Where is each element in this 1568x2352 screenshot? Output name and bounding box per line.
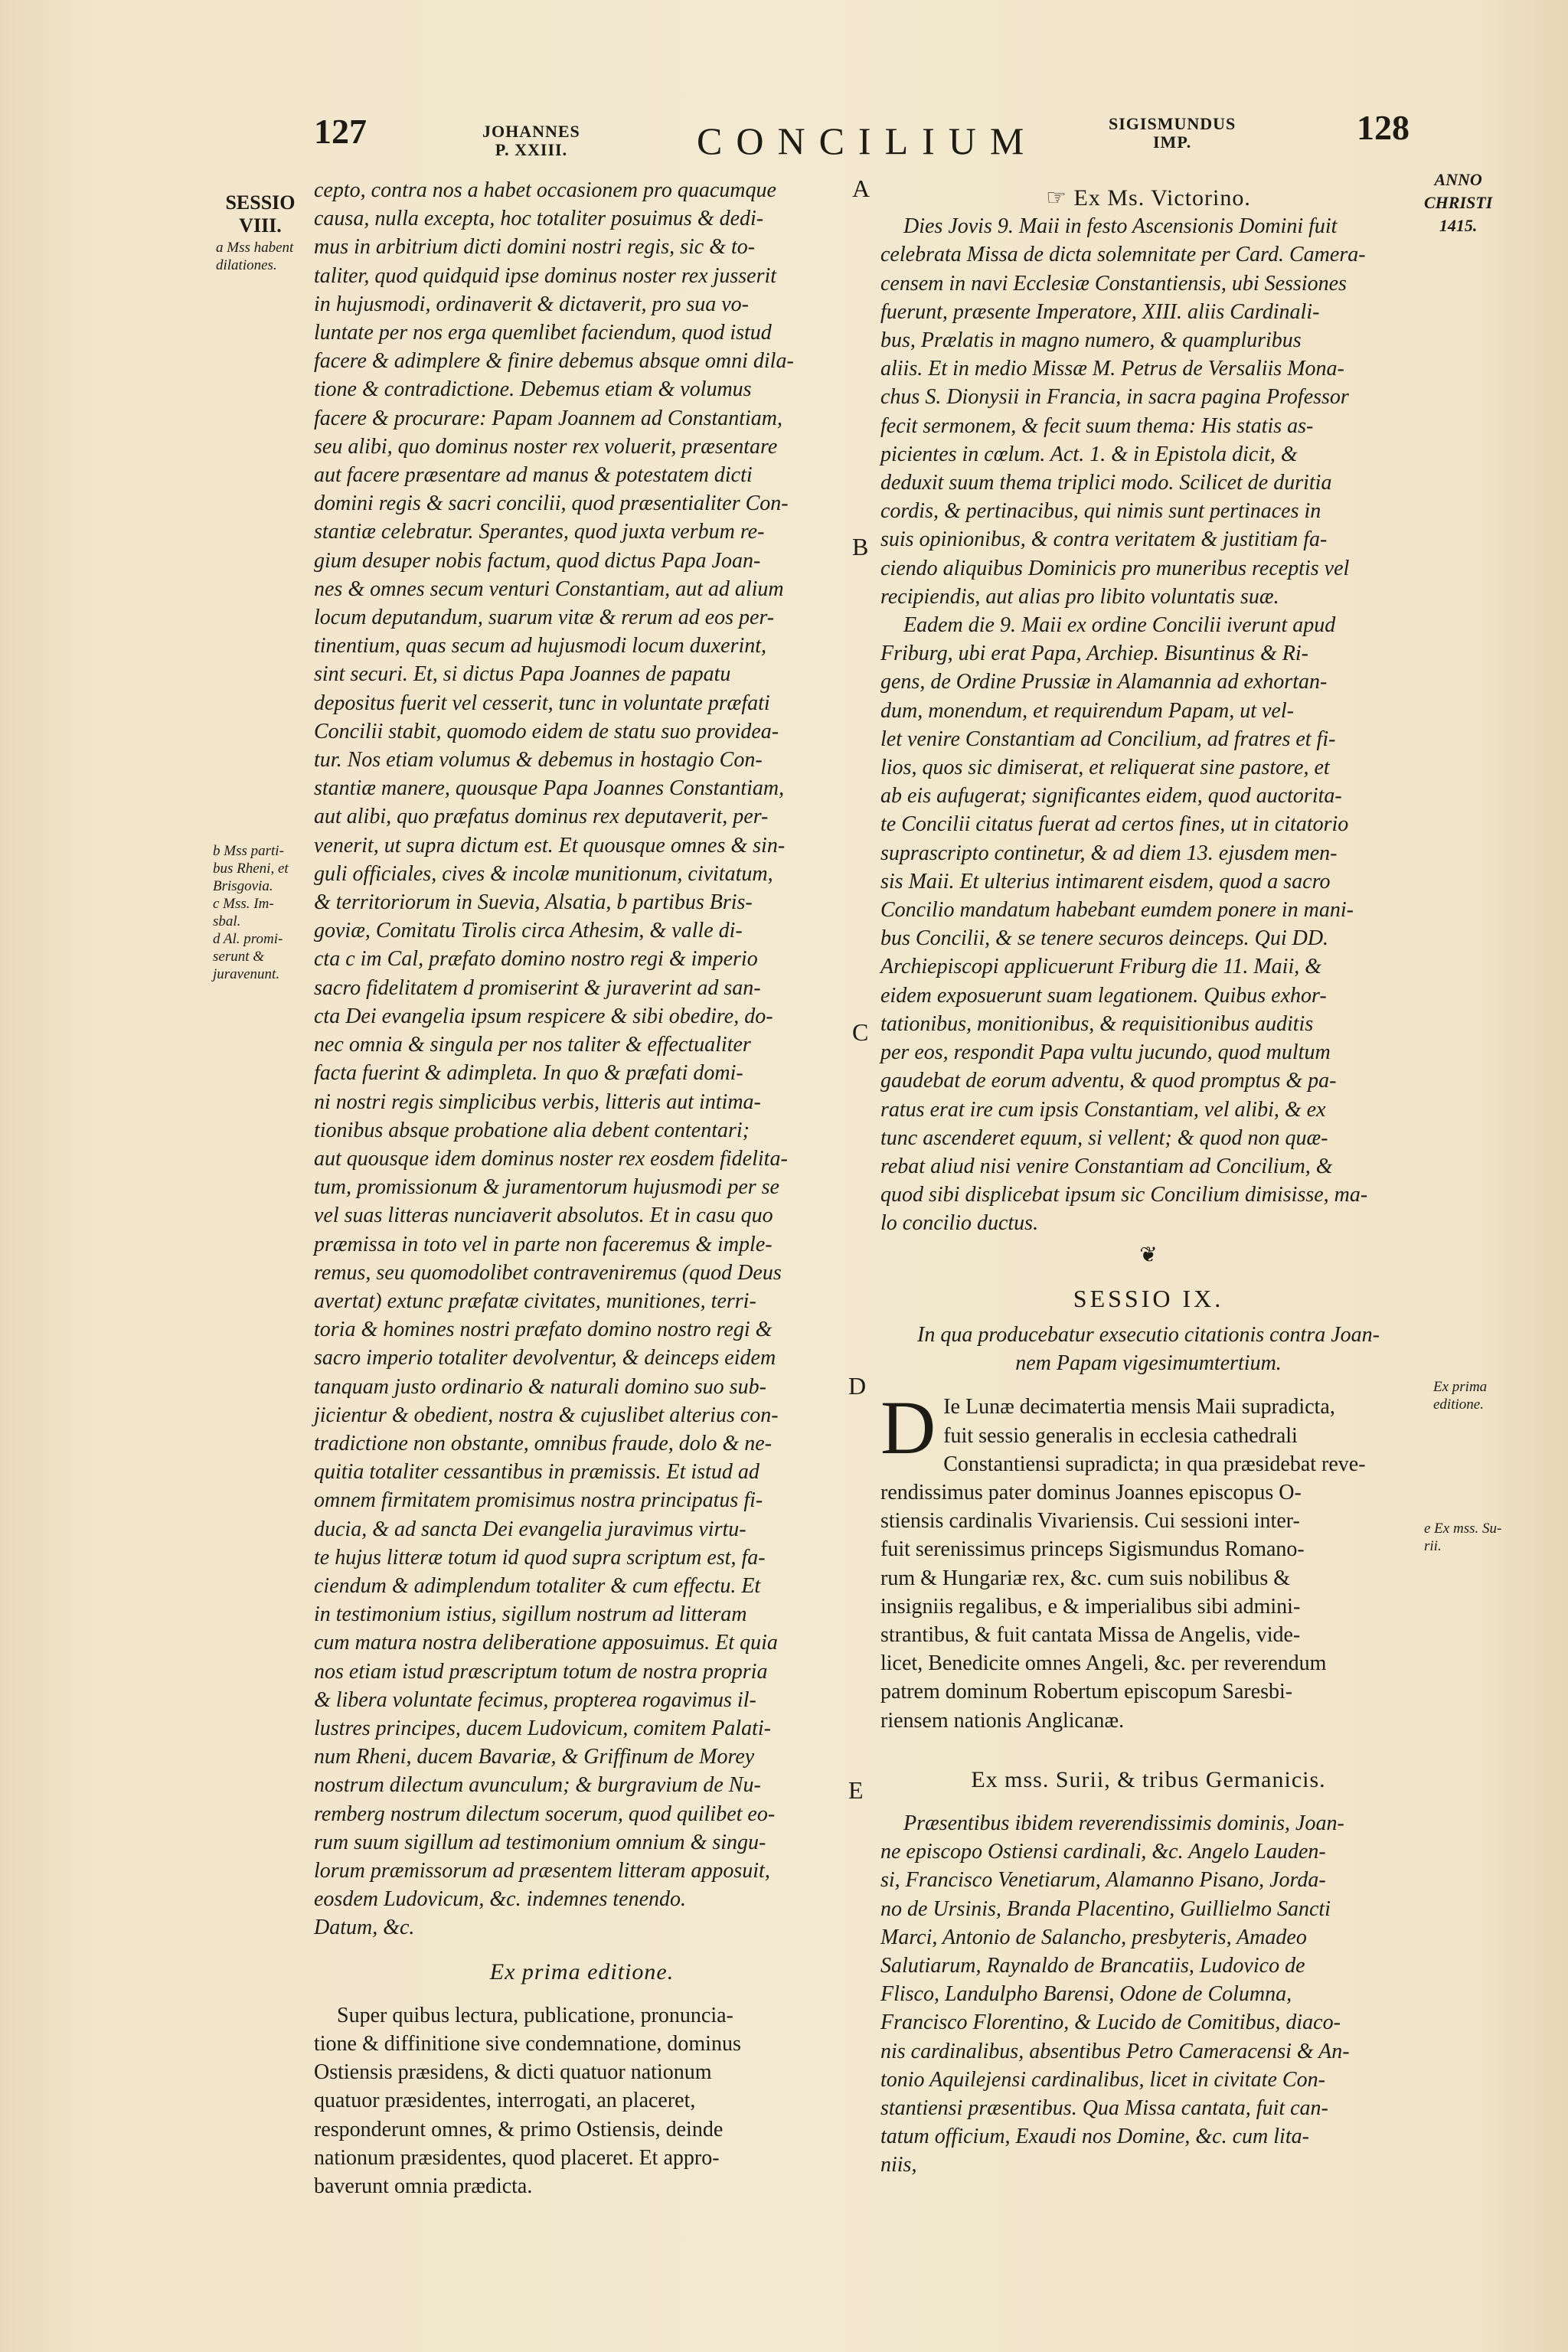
ornament-icon: ❦ — [1139, 1243, 1158, 1267]
text-line: nationum præsidentes, quod placeret. Et appro- — [314, 2145, 720, 2170]
text-line: censem in navi Ecclesiæ Constantiensis, ubi Sessiones — [880, 271, 1347, 296]
drop-cap: D — [880, 1385, 936, 1471]
left-column — [314, 176, 850, 2200]
text-line: in hujusmodi, ordinaverit & dictaverit, pro sua vo- — [314, 292, 749, 316]
text-line: lustres principes, ducem Ludovicum, comitem Palati- — [314, 1716, 771, 1740]
text-line: te Concilii citatus fuerat ad certos fines, ut in citatorio — [880, 812, 1349, 837]
text-line: ne episcopo Ostiensi cardinali, &c. Angelo Lauden- — [880, 1840, 1326, 1864]
text-line: si, Francisco Venetiarum, Alamanno Pisano, Jorda- — [880, 1868, 1326, 1893]
section-letter-a: A — [852, 175, 871, 202]
text-line: cta c im Cal, præfato domino nostro regi & imperio — [314, 947, 758, 972]
sessio-ix-subtitle — [880, 1321, 1416, 1377]
margin-note-line: a Mss habent — [216, 240, 294, 256]
text-line: vel suas litteras nunciaverit absolutos. Et in casu quo — [314, 1204, 773, 1228]
text-line: aut quousque idem dominus noster rex eosdem fidelita- — [314, 1146, 788, 1171]
margin-note-line: Brisgovia. — [213, 878, 273, 894]
left-column-body — [314, 176, 850, 1942]
text-line: Concilio mandatum habebant eumdem ponere in mani- — [880, 898, 1354, 923]
surii-heading: Ex mss. Surii, & tribus Germanicis. — [971, 1766, 1326, 1792]
text-line: niis, — [880, 2153, 917, 2177]
text-line: sacro fidelitatem d promiserint & juraverint ad san- — [314, 975, 761, 1000]
text-line: Flisco, Landulpho Barensi, Odone de Columna, — [880, 1982, 1292, 2007]
running-head-pope — [482, 122, 580, 159]
text-line: nis cardinalibus, absentibus Petro Cameracensi & An- — [880, 2039, 1350, 2063]
text-line: patrem dominum Robertum episcopum Saresbi- — [880, 1680, 1293, 1704]
text-line: tatum officium, Exaudi nos Domine, &c. cum lita- — [880, 2125, 1309, 2149]
session-label-viii — [218, 191, 302, 237]
pope-name: JOHANNES — [482, 122, 580, 141]
text-line: causa, nulla excepta, hoc totaliter posuimus & dedi- — [314, 207, 764, 231]
sessio-ix-heading: SESSIO IX. — [1073, 1284, 1224, 1312]
year-marker — [1424, 168, 1492, 237]
text-line: tione & diffinitione sive condemnatione, dominus — [314, 2032, 741, 2056]
text-line: ab eis aufugerat; significantes eidem, quod auctorita- — [880, 784, 1342, 808]
text-line: tione & contradictione. Debemus etiam & volumus — [314, 377, 752, 402]
emperor-title: IMP. — [1153, 132, 1192, 152]
section-letter-c: C — [852, 1018, 869, 1046]
text-line: cordis, & pertinacibus, qui nimis sunt pertinaces in — [880, 499, 1321, 524]
right-column — [880, 184, 1416, 2180]
text-line: tionibus absque probatione alia debent contentari; — [314, 1118, 750, 1142]
text-line: aliis. Et in medio Missæ M. Petrus de Versaliis Mona- — [880, 357, 1344, 381]
text-line: Eadem die 9. Maii ex ordine Concilii iverunt apud — [903, 613, 1336, 638]
text-line: quitia totaliter cessantibus in præmissis. Et istud ad — [314, 1460, 760, 1485]
text-line: suprascripto continetur, & ad diem 13. ejusdem men- — [880, 841, 1338, 865]
text-line: luntate per nos erga quemlibet faciendum, quod istud — [314, 321, 772, 345]
text-line: remberg nostrum dilectum socerum, quod quilibet eo- — [314, 1802, 776, 1826]
sessio-ix-subtitle-line: In qua producebatur exsecutio citationis contra Joan- — [917, 1322, 1380, 1347]
text-line: fuerunt, præsente Imperatore, XIII. aliis Cardinali- — [880, 299, 1320, 324]
friburg-paragraph — [880, 611, 1416, 1237]
text-line: & libera voluntate fecimus, propterea rogavimus il- — [314, 1687, 756, 1712]
text-line: lorum præmissorum ad præsentem litteram apposuit, — [314, 1858, 770, 1883]
text-line: & territoriorum in Suevia, Alsatia, b partibus Bris- — [314, 890, 753, 915]
text-line: Ie Lunæ decimatertia mensis Maii supradicta, — [943, 1395, 1335, 1419]
text-line: rebat aliud nisi venire Constantiam ad Concilium, & — [880, 1154, 1333, 1178]
text-line: stantiæ manere, quousque Papa Joannes Constantiam, — [314, 776, 785, 801]
text-line: per eos, respondit Papa vultu jucundo, quod multum — [880, 1040, 1331, 1065]
text-line: seu alibi, quo dominus noster rex voluerit, præsentare — [314, 434, 778, 459]
victorino-heading — [880, 184, 1416, 212]
text-line: dum, monendum, et requirendum Papam, ut vel- — [880, 698, 1294, 723]
text-line: stantiensi præsentibus. Qua Missa cantata, fuit can- — [880, 2096, 1328, 2120]
text-line: baverunt omnia prædicta. — [314, 2174, 533, 2199]
text-line: nec omnia & singula per nos taliter & effectualiter — [314, 1033, 751, 1057]
text-line: responderunt omnes, & primo Ostiensis, deinde — [314, 2117, 724, 2141]
text-line: Datum, &c. — [314, 1916, 415, 1940]
text-line: deduxit suum thema triplici modo. Scilicet de duritia — [880, 471, 1332, 495]
text-line: omnem firmitatem promisimus nostra principatus fi- — [314, 1488, 763, 1513]
text-line: nes & omnes secum venturi Constantiam, aut ad alium — [314, 577, 784, 601]
text-line: eosdem Ludovicum, &c. indemnes tenendo. — [314, 1887, 686, 1912]
text-line: goviæ, Comitatu Tirolis circa Athesim, & valle di- — [314, 919, 743, 943]
victorino-heading-text: Ex Ms. Victorino. — [1073, 185, 1251, 211]
text-line: gaudebat de eorum adventu, & quod promptus & pa- — [880, 1069, 1337, 1093]
text-line: Constantiensi supradicta; in qua præsidebat reve- — [943, 1452, 1366, 1476]
text-line: gens, de Ordine Prussiæ in Alamannia ad exhortan- — [880, 670, 1328, 694]
text-line: quod sibi displicebat ipsum sic Concilium dimisisse, ma- — [880, 1183, 1368, 1207]
text-line: stantiæ celebratur. Sperantes, quod juxta verbum re- — [314, 520, 765, 544]
text-line: jicientur & obedient, nostra & cujuslibet alterius con- — [314, 1403, 779, 1427]
text-line: gium desuper nobis factum, quod dictus Papa Joan- — [314, 548, 761, 573]
text-line: picientes in cœlum. Act. 1. & in Epistola dicit, & — [880, 442, 1298, 466]
text-line: cta Dei evangelia ipsum respicere & sibi obedire, do- — [314, 1004, 773, 1028]
text-line: celebrata Missa de dicta solemnitate per Card. Camera- — [880, 243, 1366, 267]
text-line: lo concilio ductus. — [880, 1211, 1039, 1236]
text-line: tunc ascenderet equum, si vellent; & quod non quæ- — [880, 1125, 1328, 1150]
text-line: toria & homines nostri præfato domino nostro regi & — [314, 1318, 773, 1342]
margin-note-b — [213, 842, 312, 983]
margin-note-line: Ex prima — [1433, 1379, 1488, 1395]
text-line: facere & procurare: Papam Joannem ad Constantiam, — [314, 406, 783, 430]
text-line: Ostiensis præsidens, & dicti quatuor nationum — [314, 2060, 712, 2085]
text-line: insigniis regalibus, e & imperialibus sibi admini- — [880, 1594, 1301, 1619]
text-line: strantibus, & fuit cantata Missa de Angelis, vide- — [880, 1622, 1301, 1647]
left-subheading: Ex prima editione. — [489, 1958, 675, 1984]
text-line: bus, Prælatis in magno numero, & quampluribus — [880, 328, 1302, 353]
margin-note-prima-editione — [1433, 1378, 1517, 1413]
page-number-left: 127 — [314, 112, 367, 151]
text-line: rum suum sigillum ad testimonium omnium & singu- — [314, 1830, 766, 1854]
text-line: te hujus litteræ totum id quod supra scriptum est, fa- — [314, 1545, 766, 1570]
text-line: cepto, contra nos a habet occasionem pro quacumque — [314, 178, 776, 202]
text-line: tationibus, monitionibus, & requisitionibus auditis — [880, 1011, 1314, 1036]
text-line: Super quibus lectura, publicatione, pronuncia- — [337, 2003, 733, 2027]
text-line: ducia, & ad sancta Dei evangelia juravimus virtu- — [314, 1517, 746, 1541]
margin-note-line: b Mss parti- — [213, 843, 284, 859]
text-line: tanquam justo ordinario & naturali domino suo sub- — [314, 1374, 766, 1399]
text-line: mus in arbitrium dicti domini nostri regis, sic & to- — [314, 235, 756, 260]
text-line: sacro imperio totaliter devolventur, & deinceps eidem — [314, 1346, 776, 1370]
text-line: tur. Nos etiam volumus & debemus in hostagio Con- — [314, 748, 763, 773]
text-line: num Rheni, ducem Bavariæ, & Griffinum de Morey — [314, 1745, 755, 1769]
margin-note-line: juravenunt. — [213, 966, 280, 982]
text-line: remus, seu quomodolibet contraveniremus (quod Deus — [314, 1260, 782, 1285]
text-line: Salutiarum, Raynaldo de Brancatiis, Ludovico de — [880, 1953, 1305, 1978]
page-number-right: 128 — [1357, 108, 1410, 147]
text-line: tinentium, quas secum ad hujusmodi locum duxerint, — [314, 634, 767, 658]
text-line: rendissimus pater dominus Joannes episcopus O- — [880, 1480, 1302, 1504]
pointing-hand-icon: ☞ — [1046, 185, 1068, 211]
text-line: nostrum dilectum avunculum; & burgravium de Nu- — [314, 1773, 761, 1798]
text-line: Marci, Antonio de Salancho, presbyteris, Amadeo — [880, 1925, 1307, 1949]
margin-note-line: e Ex mss. Su- — [1424, 1521, 1502, 1537]
christi-label: CHRISTI — [1424, 193, 1493, 212]
surii-paragraph — [880, 1809, 1416, 2180]
margin-note-line: dilationes. — [216, 257, 277, 273]
section-letter-e: E — [848, 1776, 864, 1804]
text-line: fuit serenissimus princeps Sigismundus Romano- — [880, 1537, 1305, 1562]
text-line: quatuor præsidentes, interrogati, an placeret, — [314, 2089, 696, 2113]
anno-label: ANNO — [1434, 170, 1482, 189]
text-line: Concilii stabit, quomodo eidem de statu suo providea- — [314, 719, 779, 743]
text-line: Friburg, ubi erat Papa, Archiep. Bisuntinus & Ri- — [880, 642, 1308, 666]
text-line: Francisco Florentino, & Lucido de Comitibus, diaco- — [880, 2011, 1341, 2035]
text-line: recipiendis, aut alias pro libito voluntatis suæ. — [880, 584, 1279, 609]
text-line: guli officiales, cives & incolæ munitionum, civitatum, — [314, 861, 773, 886]
text-line: taliter, quod quidquid ipse dominus noster rex jusserit — [314, 263, 777, 288]
text-line: licet, Benedicite omnes Angeli, &c. per reverendum — [880, 1651, 1327, 1676]
text-line: præmissa in toto vel in parte non faceremus & imple- — [314, 1232, 773, 1256]
margin-note-line: bus Rheni, et — [213, 861, 289, 877]
running-title: CONCILIUM — [697, 119, 1038, 162]
left-column-roman-text — [314, 2001, 850, 2200]
text-line: let venire Constantiam ad Concilium, ad fratres et fi- — [880, 727, 1336, 751]
text-line: aut facere præsentare ad manus & potestatem dicti — [314, 463, 753, 488]
text-line: eidem exposuerunt suam legationem. Quibus exhor- — [880, 983, 1327, 1008]
margin-note-line: d Al. promi- — [213, 931, 283, 947]
text-line: Præsentibus ibidem reverendissimis dominis, Joan- — [903, 1811, 1344, 1835]
margin-note-line: c Mss. Im- — [213, 896, 274, 912]
text-line: rum & Hungariæ rex, &c. cum suis nobilibus & — [880, 1566, 1291, 1590]
section-letter-b: B — [852, 533, 869, 560]
margin-note-line: serunt & — [213, 949, 265, 965]
text-line: cum matura nostra deliberatione apposuimus. Et quia — [314, 1631, 778, 1655]
text-line: ni nostri regis simplicibus verbis, litteris aut intima- — [314, 1089, 761, 1114]
text-line: tonio Aquilejensi cardinalibus, licet in civitate Con- — [880, 2067, 1325, 2092]
text-line: in testimonium istius, sigillum nostrum ad litteram — [314, 1602, 747, 1627]
text-line: sint securi. Et, si dictus Papa Joannes de papatu — [314, 662, 731, 687]
text-line: locum deputandum, suarum vitæ & rerum ad eos per- — [314, 606, 775, 630]
text-line: bus Concilii, & se tenere securos deinceps. Qui DD. — [880, 926, 1329, 951]
text-line: aut alibi, quo præfatus dominus rex deputaverit, per- — [314, 805, 769, 829]
year-value: 1415. — [1439, 216, 1478, 235]
sessio-ix-paragraph — [880, 1385, 1416, 1734]
margin-note-a — [216, 239, 312, 274]
text-line: domini regis & sacri concilii, quod præsentialiter Con- — [314, 492, 789, 516]
text-line: avertat) extunc præfatæ civitates, munitiones, terri- — [314, 1289, 756, 1313]
text-line: Dies Jovis 9. Maii in festo Ascensionis Domini fuit — [903, 214, 1338, 239]
sessio-number: VIII. — [239, 214, 282, 237]
text-line: venerit, ut supra dictum est. Et quousque omnes & sin- — [314, 833, 786, 858]
text-line: chus S. Dionysii in Francia, in sacra pagina Professor — [880, 385, 1349, 410]
text-line: Archiepiscopi applicuerunt Friburg die 11. Maii, & — [880, 955, 1321, 979]
text-line: ratus erat ire cum ipsis Constantiam, vel alibi, & ex — [880, 1097, 1326, 1122]
text-line: suis opinionibus, & contra veritatem & justitiam fa- — [880, 528, 1328, 552]
text-line: tradictione non obstante, omnibus fraude, dolo & ne- — [314, 1431, 773, 1455]
margin-note-line: sbal. — [213, 913, 241, 929]
text-line: ciendum & adimplendum totaliter & cum effectu. Et — [314, 1573, 761, 1598]
sessio-ix-subtitle-line: nem Papam vigesimumtertium. — [1015, 1351, 1282, 1376]
running-head-emperor — [1109, 115, 1236, 152]
text-line: ciendo aliquibus Dominicis pro muneribus receptis vel — [880, 556, 1350, 580]
victorino-paragraph — [880, 212, 1416, 611]
margin-note-surii — [1424, 1520, 1512, 1555]
text-line: fecit sermonem, & fecit suum thema: His statis as- — [880, 413, 1314, 438]
text-line: tum, promissionum & juramentorum hujusmodi per se — [314, 1175, 779, 1200]
text-line: stiensis cardinalis Vivariensis. Cui sessioni inter- — [880, 1509, 1300, 1534]
emperor-name: SIGISMUNDUS — [1109, 114, 1236, 133]
text-line: facere & adimplere & finire debemus absque omni dila- — [314, 349, 794, 374]
text-line: sis Maii. Et ulterius intimarent eisdem, quod a sacro — [880, 869, 1331, 893]
text-line: riensem nationis Anglicanæ. — [880, 1708, 1125, 1733]
text-line: depositus fuerit vel cesserit, tunc in voluntate præfati — [314, 691, 770, 715]
text-line: no de Ursinis, Branda Placentino, Guillielmo Sancti — [880, 1896, 1331, 1921]
text-line: fuit sessio generalis in ecclesia cathedrali — [943, 1423, 1298, 1448]
sessio-word: SESSIO — [225, 191, 296, 214]
pope-number: P. XXIII. — [495, 140, 568, 159]
section-letter-d: D — [848, 1372, 867, 1400]
text-line: nos etiam istud præscriptum totum de nostra propria — [314, 1659, 768, 1684]
text-line: facta fuerint & adimpleta. In quo & præfati domi- — [314, 1061, 743, 1086]
margin-note-line: rii. — [1424, 1538, 1442, 1554]
margin-note-line: editione. — [1433, 1396, 1484, 1413]
text-line: lios, quos sic dimiserat, et reliquerat sine pastore, et — [880, 756, 1330, 780]
